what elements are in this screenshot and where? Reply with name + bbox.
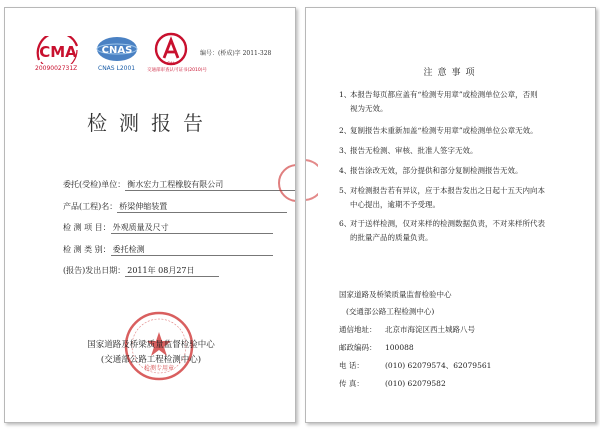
contact-value: (010) 62079574、62079561 bbox=[385, 361, 492, 370]
notice-number: 1、 bbox=[339, 90, 352, 99]
field-label: (报告)发出日期： bbox=[63, 266, 126, 275]
notice-item bbox=[339, 124, 569, 138]
field-label: 检 测 类 别： bbox=[63, 245, 111, 254]
field-value: 桥梁伸缩装置 bbox=[117, 201, 287, 213]
contact-postcode-row bbox=[339, 342, 414, 353]
notice-text-cont: 中心提出，逾期不予受理。 bbox=[350, 200, 440, 209]
cnas-logo-text: CNAS bbox=[101, 45, 133, 56]
notice-text: 复制报告未重新加盖“检测专用章”或检测单位公章无效。 bbox=[350, 126, 538, 135]
organization-subtitle: (交通部公路工程检测中心) bbox=[100, 355, 202, 365]
field-issue-date bbox=[63, 265, 219, 277]
field-value: 外观质量及尺寸 bbox=[111, 222, 273, 234]
contact-org-name: 国家道路及桥梁质量监督检验中心 bbox=[339, 290, 452, 299]
notice-text: 本报告每页都应盖有“检测专用章”或检测单位公章，否则 bbox=[350, 90, 538, 99]
field-value: 2011年 08月27日 bbox=[125, 265, 219, 277]
notice-item bbox=[339, 88, 569, 116]
field-client bbox=[63, 179, 296, 191]
edge-seal-fragment bbox=[305, 158, 318, 206]
notice-text: 报告无检测、审核、批准人签字无效。 bbox=[350, 146, 478, 155]
cal-logo bbox=[153, 32, 189, 70]
cma-cert-number: 2009002731Z bbox=[35, 65, 78, 72]
contact-label: 电 话： bbox=[339, 361, 364, 370]
notice-number: 3、 bbox=[339, 146, 352, 155]
cnas-cert-number: CNAS L2001 bbox=[98, 65, 136, 72]
cal-cert-caption: 交通部审查认可证书(2010)号 bbox=[147, 68, 207, 73]
cma-logo-graphic bbox=[35, 36, 81, 64]
notice-number: 4、 bbox=[339, 166, 352, 175]
field-label: 委托(受检)单位： bbox=[63, 180, 126, 189]
notice-page bbox=[305, 7, 596, 423]
organization-name: 国家道路及桥梁质量监督检验中心 bbox=[87, 340, 215, 350]
contact-phone-row bbox=[339, 360, 491, 371]
cma-logo-text: CMA bbox=[39, 43, 77, 61]
notice-title: 注意事项 bbox=[423, 68, 480, 78]
field-label: 检 测 项 目： bbox=[63, 223, 111, 232]
notice-item bbox=[339, 184, 569, 212]
notice-item bbox=[339, 217, 569, 245]
contact-value: 100088 bbox=[385, 343, 414, 352]
edge-seal-fragment bbox=[277, 163, 296, 207]
notice-text: 对检测报告若有异议，应于本报告发出之日起十五天内向本 bbox=[350, 186, 545, 195]
field-test-item bbox=[63, 222, 273, 234]
report-cover-page bbox=[4, 7, 296, 423]
field-test-category bbox=[63, 244, 273, 256]
contact-value: 北京市海淀区西土城路八号 bbox=[385, 325, 475, 334]
cal-logo-graphic bbox=[153, 32, 189, 66]
cma-logo bbox=[35, 36, 81, 68]
report-title: 检测报告 bbox=[87, 111, 215, 135]
notice-text: 报告涂改无效，部分提供和部分复制检测报告无效。 bbox=[350, 166, 523, 175]
contact-org-subtitle: (交通部公路工程检测中心) bbox=[346, 307, 435, 316]
field-value: 委托检测 bbox=[111, 244, 273, 256]
notice-text-cont: 视为无效。 bbox=[350, 104, 388, 113]
notice-text: 对于送样检测，仅对来样的检测数据负责，不对来样所代表 bbox=[350, 219, 545, 228]
contact-label: 通信地址： bbox=[339, 325, 377, 334]
notice-item bbox=[339, 144, 569, 158]
notice-text-cont: 的批量产品的质量负责。 bbox=[350, 233, 433, 242]
cnas-logo bbox=[95, 35, 139, 69]
notice-number: 5、 bbox=[339, 186, 352, 195]
notice-number: 6、 bbox=[339, 219, 352, 228]
report-number: 编号：(桥成)字 2011-328 bbox=[200, 50, 272, 57]
field-value: 衡水宏力工程橡胶有限公司 bbox=[125, 179, 296, 191]
notice-number: 2、 bbox=[339, 126, 352, 135]
contact-label: 邮政编码： bbox=[339, 343, 377, 352]
notice-item bbox=[339, 164, 569, 178]
contact-address-row bbox=[339, 324, 475, 335]
contact-label: 传 真： bbox=[339, 379, 364, 388]
seal-text: 检测专用章 bbox=[143, 365, 175, 372]
field-label: 产品(工程)名： bbox=[63, 202, 118, 211]
cal-logo-text: CAL bbox=[167, 61, 175, 66]
cnas-logo-graphic bbox=[95, 35, 139, 65]
field-product bbox=[63, 201, 287, 213]
contact-fax-row bbox=[339, 378, 446, 389]
contact-value: (010) 62079582 bbox=[385, 379, 446, 388]
